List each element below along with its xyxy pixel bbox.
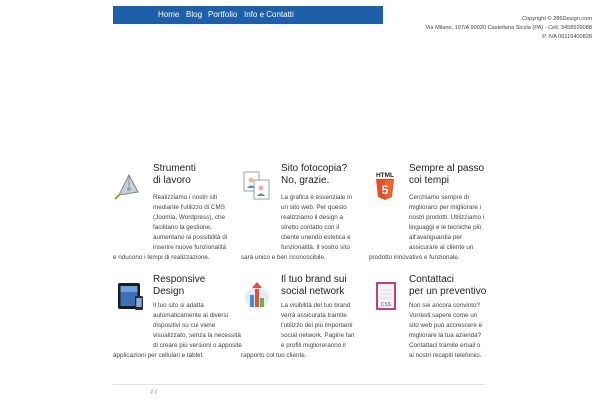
feature-text: Il tuo sito si adatta automaticamente ai diversi dispositivi su cui viene visualizzato, senza la necessità di creare più versioni o apposite applicazioni per cellulari e tablet. [113, 302, 242, 359]
quote-mark-icon: “ [148, 386, 160, 411]
svg-text:CSS: CSS [380, 302, 392, 308]
social-growth-icon [241, 280, 273, 312]
copy-documents-icon [241, 169, 273, 201]
devices-icon [113, 280, 145, 312]
svg-text:HTML: HTML [375, 172, 395, 179]
feature-title: Responsive Design [153, 274, 206, 297]
feature-text: Cerchiamo sempre di migliorarci per migliorare i nostri prodotti. Utilizziamo i linguaggi e le tecniche più all'avanguardia per assicurare al cliente un prodotto innovativo e funzionale. [369, 194, 485, 261]
address-text: Via Milano, 107/A 90020 Castellana Sicula (PA) - Cell. 3458929088 [425, 25, 592, 31]
contact-info [372, 15, 592, 42]
svg-text:5: 5 [381, 183, 389, 197]
feature-text: La grafica è essenziale in un sito web. Per questo realizziamo il design a stretto contatto con il cliente unendo estetica e funzionalità. Il vostro sito sarà unico e ben riconoscibile. [241, 194, 353, 261]
nav-info-contatti[interactable]: Info e Contatti [244, 10, 294, 19]
nav-home[interactable]: Home [158, 10, 180, 19]
feature-title: Il tuo brand sui social network [281, 274, 347, 297]
vat-text: P. IVA 06116400828 [542, 34, 592, 40]
html5-icon [369, 169, 401, 201]
nav-blog[interactable]: Blog [186, 10, 203, 19]
section-divider [113, 384, 486, 385]
notebook-css-icon [369, 280, 401, 312]
feature-title: Strumenti di lavoro [153, 163, 196, 186]
main-navigation [113, 6, 383, 24]
feature-text: La visibilità del tuo brand verrà assicurata tramite l'utilizzo dei più importanti social network. Pagine fan e profili miglioreranno il rapporto col tuo cliente. [241, 302, 355, 359]
copyright-text: Copyright © 286Design.com [521, 16, 592, 22]
nav-portfolio[interactable]: Portfolio [208, 10, 238, 19]
feature-text: Realizziamo i nostri siti mediante l'utilizzo di CMS (Joomla, Wordpress), che facilitano la gestione, aumentano la possibilità di inserire nuove funzionalità e riducono i tempi di realizzazione. [113, 194, 228, 261]
pen-tool-icon [113, 169, 145, 201]
feature-text: Non sei ancora convinto? Vorresti sapere come un sito web può accrescere e migliorare la tua azienda? Contattaci tramite email o ai nostri recapiti telefonici. [409, 302, 483, 359]
feature-title: Sito fotocopia? No, grazie. [281, 163, 348, 186]
feature-title: Sempre al passo coi tempi [409, 163, 485, 186]
feature-title: Contattaci per un preventivo [409, 274, 487, 297]
